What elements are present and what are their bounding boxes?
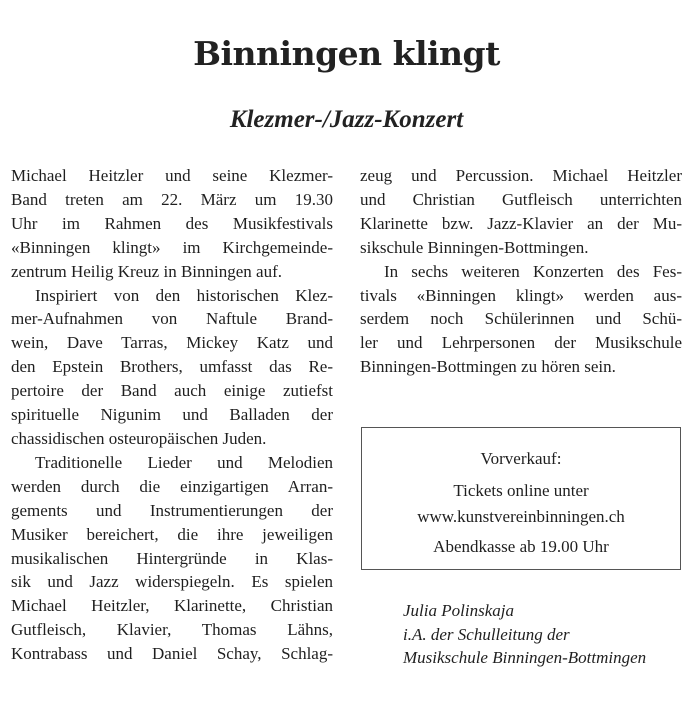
text-line: ler und Lehrpersonen der Musikschule (360, 333, 682, 353)
signature-organization: Musikschule Binningen-Bottmingen (403, 648, 647, 668)
text-line: Musiker bereichert, die ihre jeweiligen (11, 524, 333, 544)
text-line: Gutfleisch, Klavier, Thomas Lähns, (11, 620, 333, 640)
text-line: Inspiriert von den historischen Klez- (35, 285, 333, 305)
text-line: Binningen-Bottmingen zu hören sein. (360, 357, 616, 377)
presale-heading: Vorverkauf: (480, 449, 562, 468)
text-line: In sechs weiteren Konzerten des Fes- (384, 261, 682, 281)
text-line: werden durch die einzigartigen Arran- (11, 476, 333, 496)
text-line: sikschule Binningen-Bottmingen. (360, 237, 589, 257)
article-title: Binningen klingt (193, 34, 500, 73)
text-line: pertoire der Band auch einige zutiefst (11, 381, 333, 401)
text-line: Klarinette bzw. Jazz-Klavier an der Mu- (360, 213, 682, 233)
text-line: Uhr im Rahmen des Musikfestivals (11, 213, 333, 233)
text-line: wein, Dave Tarras, Mickey Katz und (11, 333, 333, 353)
text-line: Traditionelle Lieder und Melodien (35, 452, 333, 472)
text-line: Band treten am 22. März um 19.30 (11, 189, 333, 209)
text-line: tivals «Binningen klingt» werden aus- (360, 285, 682, 305)
ticket-info-box (361, 427, 681, 570)
article-subtitle: Klezmer-/Jazz-Konzert (229, 106, 464, 133)
text-line: «Binningen klingt» im Kirchgemeinde- (11, 237, 333, 257)
text-line: sik und Jazz widerspiegeln. Es spielen (11, 572, 333, 592)
text-line: zentrum Heilig Kreuz in Binningen auf. (11, 261, 282, 281)
text-line: serdem noch Schülerinnen und Schü- (360, 309, 682, 329)
text-line: musikalischen Hintergründe in Klas- (11, 548, 333, 568)
text-line: Michael Heitzler und seine Klezmer- (11, 166, 333, 185)
article-column-left (11, 164, 333, 666)
text-line: gements und Instrumentierungen der (11, 500, 333, 520)
text-line: zeug und Percussion. Michael Heitzler (360, 166, 682, 185)
tickets-online-text: Tickets online unter (453, 481, 589, 500)
text-line: und Christian Gutfleisch unterrichten (360, 189, 682, 209)
signature-name: Julia Polinskaja (403, 601, 514, 620)
text-line: mer-Aufnahmen von Naftule Brand- (11, 309, 333, 329)
signature-role: i.A. der Schulleitung der (403, 624, 570, 644)
article-column-right (360, 164, 682, 379)
text-line: chassidischen osteuropäischen Juden. (11, 428, 267, 448)
website-link[interactable]: www.kunstvereinbinningen.ch (417, 507, 625, 526)
text-line: Kontrabass und Daniel Schay, Schlag- (11, 644, 333, 664)
text-line: Michael Heitzler, Klarinette, Christian (11, 596, 333, 616)
text-line: den Epstein Brothers, umfasst das Re- (11, 357, 333, 377)
signature-block (403, 599, 646, 670)
text-line: spirituelle Nigunim und Balladen der (11, 405, 333, 425)
box-office-text: Abendkasse ab 19.00 Uhr (433, 537, 609, 556)
